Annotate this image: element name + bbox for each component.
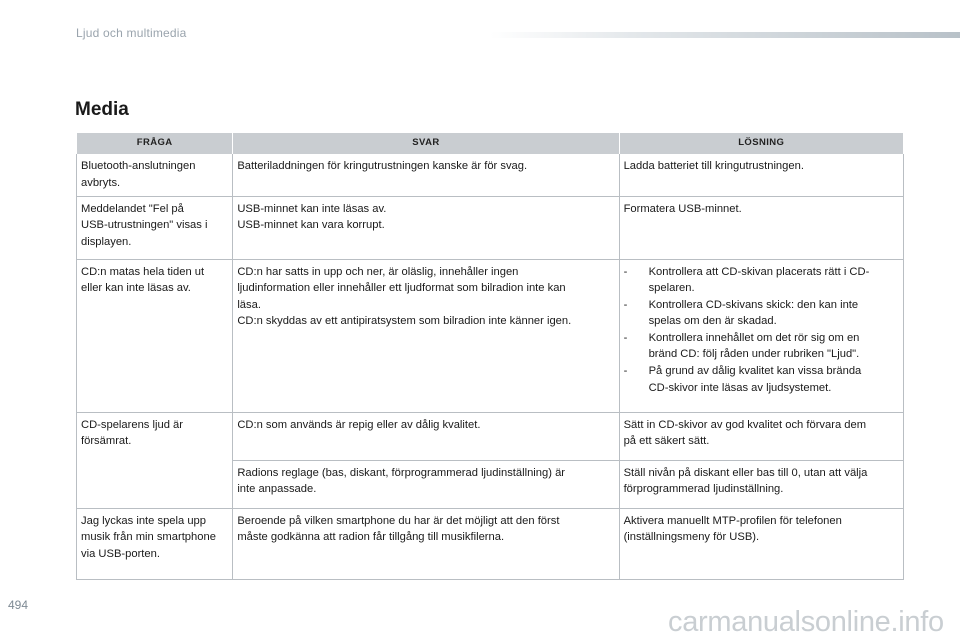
solution-list-item: - På grund av dålig kvalitet kan vissa brända CD-skivor inte läsas av ljudsystemet.: [623, 365, 862, 394]
header-decorative-bar: [490, 32, 960, 38]
table-row: [77, 154, 904, 196]
question-cell: Bluetooth-anslutningen avbryts.: [77, 154, 233, 196]
solution-cell: Formatera USB-minnet.: [619, 196, 903, 259]
page-number: 494: [8, 598, 29, 612]
answer-cell: Beroende på vilken smartphone du har är det möjligt att den först måste godkänna att radion får tillgång till musikfilerna.: [233, 508, 619, 579]
table-row: [77, 259, 904, 412]
column-header-question: FRÅGA: [77, 133, 233, 154]
solution-cell: [619, 259, 903, 412]
column-header-answer: SVAR: [233, 133, 619, 154]
solution-cell: Ladda batteriet till kringutrustningen.: [619, 154, 903, 196]
solution-cell: Sätt in CD-skivor av god kvalitet och förvara dem på ett säkert sätt.: [619, 412, 903, 460]
table-row: [77, 508, 904, 579]
solution-list-item: - Kontrollera CD-skivans skick: den kan inte spelas om den är skadad.: [623, 298, 859, 328]
solution-cell: Aktivera manuellt MTP-profilen för telefonen (inställningsmeny för USB).: [619, 508, 903, 579]
troubleshooting-table: [76, 133, 904, 580]
question-cell: Jag lyckas inte spela upp musik från min smartphone via USB-porten.: [77, 508, 233, 579]
answer-cell: CD:n har satts in upp och ner, är oläslig, innehåller ingen ljudinformation eller innehåller ett ljudformat som bilradion inte kan läsa. CD:n skyddas av ett antipiratsystem som bilradion inte känner igen.: [233, 259, 619, 412]
section-title: Media: [75, 99, 129, 120]
watermark-text: carmanualsonline.info: [668, 606, 944, 638]
question-cell: CD-spelarens ljud är försämrat.: [77, 412, 233, 508]
solution-list: [624, 264, 899, 397]
answer-cell: Radions reglage (bas, diskant, förprogrammerad ljudinställning) är inte anpassade.: [233, 460, 619, 508]
table-header-row: [77, 133, 904, 154]
solution-list-item: - Kontrollera innehållet om det rör sig om en bränd CD: följ råden under rubriken "Ljud".: [623, 331, 860, 361]
table-row: [77, 412, 904, 460]
header-title: Ljud och multimedia: [76, 26, 187, 40]
table-row: [77, 196, 904, 259]
question-cell: Meddelandet "Fel på USB-utrustningen" visas i displayen.: [77, 196, 233, 259]
column-header-solution: LÖSNING: [619, 133, 903, 154]
question-cell: CD:n matas hela tiden ut eller kan inte läsas av.: [77, 259, 233, 412]
answer-cell: USB-minnet kan inte läsas av. USB-minnet kan vara korrupt.: [233, 196, 619, 259]
solution-cell: Ställ nivån på diskant eller bas till 0, utan att välja förprogrammerad ljudinställning.: [619, 460, 903, 508]
answer-cell: Batteriladdningen för kringutrustningen kanske är för svag.: [233, 154, 619, 196]
answer-cell: CD:n som används är repig eller av dålig kvalitet.: [233, 412, 619, 460]
solution-list-item: - Kontrollera att CD-skivan placerats rätt i CD- spelaren.: [623, 265, 870, 295]
